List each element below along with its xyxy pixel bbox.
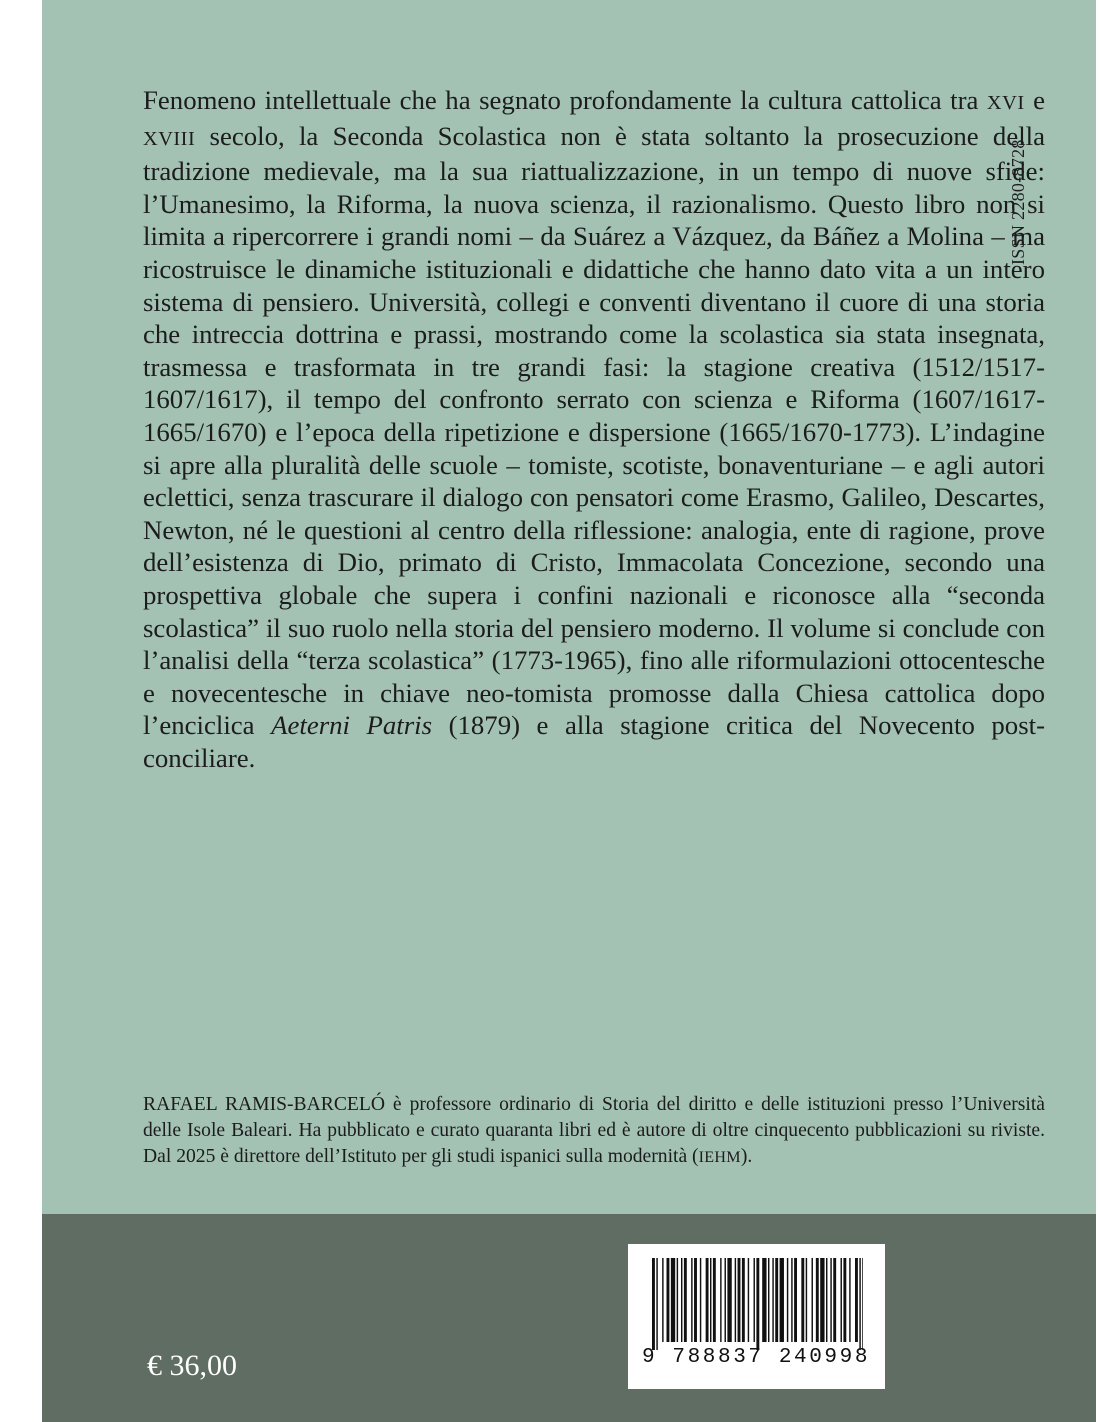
barcode-bar <box>841 1258 842 1342</box>
barcode-bar <box>780 1258 784 1342</box>
barcode-bar <box>652 1258 655 1350</box>
barcode-bar <box>756 1258 759 1350</box>
encyclical-title: Aeterni Patris <box>271 710 433 741</box>
barcode-bar <box>787 1258 788 1342</box>
bio-text: è professore ordinario di Storia del diritto e delle istituzioni presso l’Università delle Isole Baleari. Ha pubblicato e curato quaranta libri ed è autore di oltre cinquecento pubblicazioni su riviste. Dal 2025 è direttore dell’Istituto per gli studi ispanici sulla modernità ( <box>143 1094 1046 1167</box>
barcode-bar <box>727 1258 731 1342</box>
barcode-bar <box>742 1258 745 1342</box>
back-cover <box>42 0 1096 1422</box>
book-blurb <box>143 84 1045 774</box>
barcode-bar <box>713 1258 716 1342</box>
barcode-bar <box>833 1258 836 1342</box>
century-xvi: XVI <box>986 92 1025 114</box>
barcode-bar <box>826 1258 827 1342</box>
blurb-text: e <box>1024 85 1046 115</box>
barcode-bar <box>725 1258 726 1342</box>
price-label: € 36,00 <box>147 1349 237 1382</box>
barcode-bar <box>843 1258 846 1342</box>
barcode-bar <box>720 1258 721 1342</box>
bio-text-end: ). <box>740 1146 753 1167</box>
barcode-bar <box>794 1258 797 1342</box>
barcode-bar <box>662 1258 663 1342</box>
barcode-bar <box>667 1258 670 1342</box>
author-bio <box>143 1092 1045 1171</box>
barcode-bar <box>762 1258 766 1342</box>
barcode-bar <box>859 1258 860 1350</box>
bottom-band <box>42 1214 1096 1422</box>
barcode-bar <box>768 1258 769 1342</box>
barcode-bar <box>671 1258 675 1342</box>
barcode-bar <box>710 1258 711 1342</box>
issn-label: ISSN 2280-8728 <box>1008 139 1028 265</box>
barcode-bar <box>772 1258 773 1342</box>
barcode-bar <box>656 1258 657 1350</box>
barcode-bar <box>806 1258 807 1342</box>
barcode-bar <box>738 1258 741 1342</box>
barcode-bar <box>855 1258 858 1342</box>
barcode-bar <box>677 1258 678 1342</box>
barcode-bar <box>816 1258 819 1342</box>
barcode <box>628 1244 885 1389</box>
barcode-bar <box>691 1258 692 1342</box>
barcode-bar <box>812 1258 813 1342</box>
barcode-bar <box>862 1258 863 1350</box>
barcode-bar <box>775 1258 778 1342</box>
barcode-bar <box>801 1258 804 1342</box>
barcode-bar <box>684 1258 687 1342</box>
barcode-bar <box>700 1258 701 1342</box>
author-name: RAFAEL RAMIS-BARCELÓ <box>143 1094 385 1115</box>
barcode-bar <box>830 1258 831 1342</box>
barcode-bar <box>694 1258 697 1342</box>
barcode-bar <box>748 1258 749 1342</box>
century-xviii: XVIII <box>143 127 196 150</box>
barcode-bar <box>681 1258 682 1342</box>
barcode-bar <box>735 1258 736 1342</box>
institute-abbr: IEHM <box>698 1149 741 1166</box>
barcode-bar <box>706 1258 709 1342</box>
barcode-number: 9 788837 240998 <box>642 1346 871 1369</box>
barcode-bar <box>754 1258 755 1342</box>
barcode-bar <box>820 1258 824 1342</box>
blurb-text: (1879) e alla stagione critica del Novecento post-conciliare. <box>143 710 1045 773</box>
barcode-bar <box>849 1258 850 1342</box>
barcode-bar <box>791 1258 792 1342</box>
blurb-text: Fenomeno intellettuale che ha segnato profondamente la cultura cattolica tra <box>143 85 987 115</box>
blurb-text: secolo, la Seconda Scolastica non è stata soltanto la prosecuzione della tradizione medievale, ma la sua riattualizzazione, in un tempo di nuove sfide: l’Umanesimo, la Riforma, la nuova scienza, il razionalismo. Questo libro non si limita a ripercorrere i grandi nomi – da Suárez a Vázquez, da Báñez a Molina – ma ricostruisce le dinamiche istituzionali e didattiche che hanno dato vita a un intero sistema di pensiero. Università, collegi e conventi diventano il cuore di una storia che intreccia dottrina e prassi, mostrando come la scolastica sia stata insegnata, trasmessa e trasformata in tre grandi fasi: la stagione creativa (1512/1517-1607/1617), il tempo del confronto serrato con scienza e Riforma (1607/1617-1665/1670) e l’epoca della ripetizione e dispersione (1665/1670-1773). L’indagine si apre alla pluralità delle scuole – tomiste, scotiste, bonaventuriane – e agli autori eclettici, senza trascurare il dialogo con pensatori come Erasmo, Galileo, Descartes, Newton, né le questioni al centro della riflessione: analogia, ente di ragione, prove dell’esistenza di Dio, primato di Cristo, Immacolata Concezione, secondo una prospettiva globale che supera i confini nazionali e riconosce alla “seconda scolastica” il suo ruolo nella storia del pensiero moderno. Il volume si conclude con l’analisi della “terza scolastica” (1773-1965), fino alle riformulazioni ottocentesche e novecentesche in chiave neo-tomista promosse dalla Chiesa cattolica dopo l’enciclica <box>143 120 1045 741</box>
